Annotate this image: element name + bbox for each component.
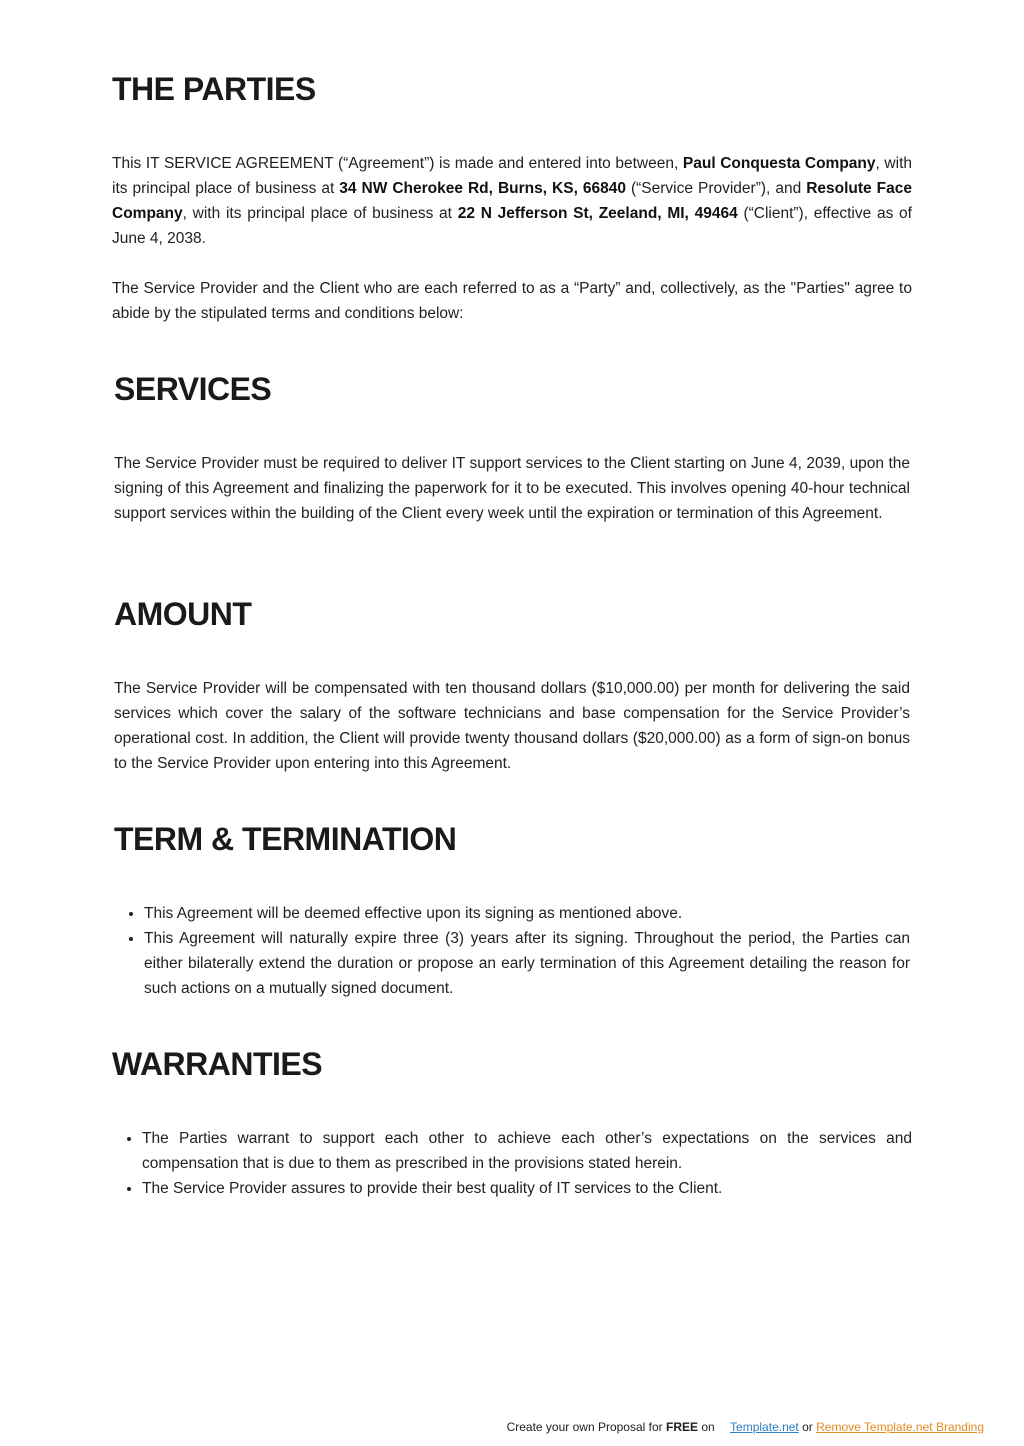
remove-branding-link[interactable]: Remove Template.net Branding	[816, 1420, 984, 1434]
section-parties	[112, 70, 912, 326]
parties-text-4: , with its principal place of business at	[182, 205, 458, 222]
section-term	[114, 820, 910, 1001]
section-heading-amount: AMOUNT	[114, 596, 252, 632]
section-services	[114, 370, 910, 526]
client-name: Resolute Face Company	[112, 180, 912, 222]
list-item: • The Parties warrant to support each other to achieve each other’s expectations on the services and compensation that is due to them as prescribed in the provisions stated herein.	[142, 1126, 912, 1176]
service-provider-address: 34 NW Cherokee Rd, Burns, KS, 66840	[339, 180, 626, 197]
section-heading-term: TERM & TERMINATION	[114, 821, 457, 857]
parties-text-2: , with its principal place of business at	[112, 155, 912, 197]
footer-free: FREE	[666, 1420, 699, 1434]
client-address: 22 N Jefferson St, Zeeland, MI, 49464	[457, 205, 738, 222]
list-item: • The Service Provider assures to provide their best quality of IT services to the Client.	[142, 1176, 912, 1201]
warranties-list	[112, 1126, 912, 1201]
term-list	[114, 901, 910, 1001]
section-heading-services: SERVICES	[114, 371, 272, 407]
amount-paragraph: The Service Provider will be compensated with ten thousand dollars ($10,000.00) per month for delivering the said services which cover the salary of the software technicians and base compensation for the Service Provider’s operational cost. In addition, the Client will provide twenty thousand dollars ($20,000.00) as a form of sign-on bonus to the Service Provider upon entering into this Agreement.	[114, 680, 910, 772]
parties-text-1: This IT SERVICE AGREEMENT (“Agreement”) is made and entered into between,	[112, 155, 683, 172]
section-amount	[114, 595, 910, 776]
footer-or: or	[798, 1420, 817, 1434]
service-provider-name: Paul Conquesta Company	[682, 155, 876, 172]
template-footer	[507, 1420, 984, 1434]
section-heading-parties: THE PARTIES	[112, 71, 316, 107]
list-item: • This Agreement will naturally expire three (3) years after its signing. Throughout the period, the Parties can either bilaterally extend the duration or propose an early termination of this Agreement detailing the reason for such actions on a mutually signed document.	[144, 926, 910, 1001]
parties-text-3: (“Service Provider”), and	[625, 180, 807, 197]
section-warranties	[112, 1045, 912, 1201]
section-heading-warranties: WARRANTIES	[112, 1046, 323, 1082]
footer-prefix: Create your own Proposal for	[506, 1420, 666, 1434]
parties-paragraph-2: The Service Provider and the Client who are each referred to as a “Party” and, collectively, as the "Parties" agree to abide by the stipulated terms and conditions below:	[112, 280, 912, 322]
services-paragraph: The Service Provider must be required to deliver IT support services to the Client starting on June 4, 2039, upon the signing of this Agreement and finalizing the paperwork for it to be executed. This involves opening 40-hour technical support services within the building of the Client every week until the expiration or termination of this Agreement.	[114, 455, 910, 522]
template-net-link[interactable]: Template.net	[730, 1420, 799, 1434]
footer-on: on	[698, 1420, 715, 1434]
parties-text-5: (“Client”), effective as of June 4, 2038.	[112, 205, 912, 247]
list-item: • This Agreement will be deemed effective upon its signing as mentioned above.	[144, 901, 910, 926]
parties-paragraph-1	[112, 151, 912, 251]
